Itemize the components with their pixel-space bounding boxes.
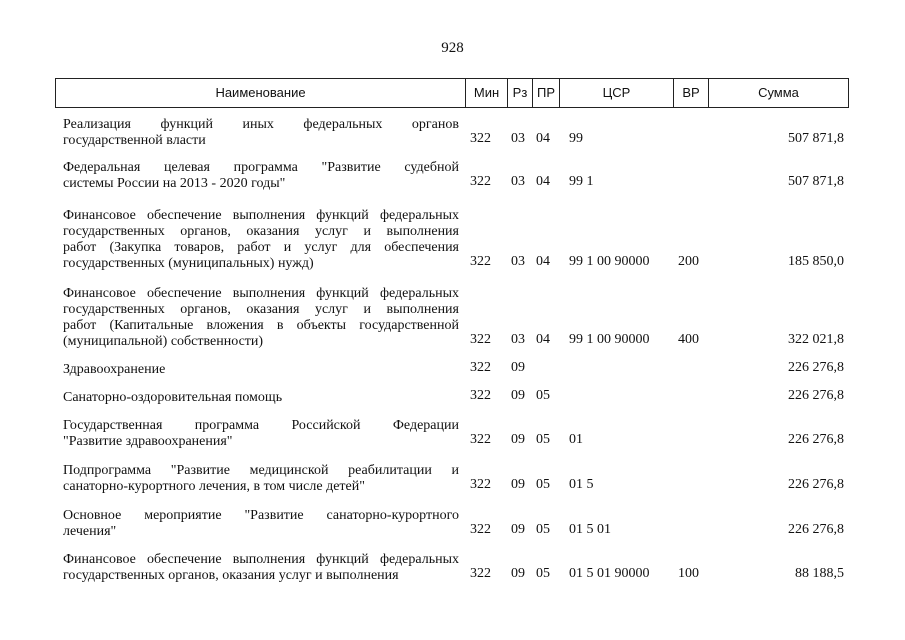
row-name-line: Государственная программа Российской Федерации [63, 418, 459, 433]
row-name-line: работ (Капитальные вложения в объекты государственной [63, 318, 459, 333]
cell-csr: 01 5 [569, 477, 594, 492]
cell-pr: 04 [536, 254, 550, 269]
cell-pr: 04 [536, 131, 550, 146]
cell-rz: 09 [511, 477, 525, 492]
table-row [0, 496, 905, 540]
row-name-line: Финансовое обеспечение выполнения функций федеральных [63, 552, 459, 567]
cell-rz: 09 [511, 360, 525, 375]
table-header [55, 78, 849, 108]
row-name [63, 160, 459, 192]
cell-min: 322 [470, 522, 491, 537]
cell-min: 322 [470, 432, 491, 447]
cell-csr: 01 [569, 432, 583, 447]
cell-sum: 226 276,8 [788, 432, 844, 447]
column-header-min: Мин [465, 79, 507, 107]
row-name [63, 208, 459, 272]
cell-csr: 01 5 01 [569, 522, 611, 537]
cell-min: 322 [470, 254, 491, 269]
row-name [63, 286, 459, 350]
cell-csr: 01 5 01 90000 [569, 566, 650, 581]
row-name-line: государственных органов, оказания услуг и выполнения [63, 302, 459, 317]
row-name-line: Финансовое обеспечение выполнения функций федеральных [63, 208, 459, 223]
row-name-line: Основное мероприятие "Развитие санаторно-курортного [63, 508, 459, 523]
cell-rz: 09 [511, 566, 525, 581]
table-row [0, 406, 905, 450]
table-row [0, 451, 905, 495]
cell-sum: 88 188,5 [795, 566, 844, 581]
cell-sum: 226 276,8 [788, 388, 844, 403]
column-header-name: Наименование [215, 85, 306, 100]
cell-min: 322 [470, 174, 491, 189]
table-row [0, 540, 905, 584]
cell-csr: 99 [569, 131, 583, 146]
cell-sum: 185 850,0 [788, 254, 844, 269]
cell-sum: 322 021,8 [788, 332, 844, 347]
cell-pr: 05 [536, 566, 550, 581]
column-header-vr: ВР [673, 79, 708, 107]
cell-rz: 09 [511, 432, 525, 447]
column-header-pr: ПР [532, 79, 559, 107]
row-name [63, 390, 459, 406]
table-row [0, 350, 905, 378]
row-name [63, 552, 459, 584]
table-row [0, 378, 905, 406]
row-name [63, 362, 459, 378]
cell-rz: 03 [511, 254, 525, 269]
table-row [0, 108, 905, 149]
row-name-line: Подпрограмма "Развитие медицинской реабилитации и [63, 463, 459, 478]
cell-sum: 226 276,8 [788, 360, 844, 375]
cell-pr: 05 [536, 388, 550, 403]
cell-sum: 507 871,8 [788, 131, 844, 146]
row-name-line: Санаторно-оздоровительная помощь [63, 390, 283, 405]
table-row [0, 149, 905, 192]
column-header-rz: Рз [507, 79, 532, 107]
cell-min: 322 [470, 131, 491, 146]
cell-rz: 03 [511, 131, 525, 146]
cell-rz: 09 [511, 522, 525, 537]
cell-rz: 03 [511, 332, 525, 347]
table-row [0, 193, 905, 272]
table-row [0, 272, 905, 350]
row-name-line: Федеральная целевая программа "Развитие судебной [63, 160, 459, 175]
row-name [63, 117, 459, 149]
cell-sum: 226 276,8 [788, 522, 844, 537]
row-name-line: "Развитие здравоохранения" [63, 434, 233, 449]
cell-sum: 507 871,8 [788, 174, 844, 189]
table-body [0, 108, 905, 584]
cell-pr: 04 [536, 332, 550, 347]
cell-min: 322 [470, 360, 491, 375]
row-name-line: работ (Закупка товаров, работ и услуг для обеспечения [63, 240, 459, 255]
row-name-line: Реализация функций иных федеральных органов [63, 117, 459, 132]
row-name-line: государственной власти [63, 133, 206, 148]
cell-pr: 05 [536, 522, 550, 537]
cell-csr: 99 1 [569, 174, 594, 189]
cell-csr: 99 1 00 90000 [569, 332, 650, 347]
cell-vr: 400 [678, 332, 699, 347]
cell-pr: 04 [536, 174, 550, 189]
cell-sum: 226 276,8 [788, 477, 844, 492]
cell-vr: 100 [678, 566, 699, 581]
column-header-csr: ЦСР [559, 79, 673, 107]
cell-min: 322 [470, 332, 491, 347]
cell-min: 322 [470, 477, 491, 492]
cell-csr: 99 1 00 90000 [569, 254, 650, 269]
column-header-sum: Сумма [708, 79, 848, 107]
row-name-line: государственных (муниципальных) нужд) [63, 256, 314, 271]
row-name-line: санаторно-курортного лечения, в том числе детей" [63, 479, 365, 494]
row-name-line: государственных органов, оказания услуг и выполнения [63, 224, 459, 239]
cell-pr: 05 [536, 432, 550, 447]
row-name [63, 463, 459, 495]
row-name-line: Здравоохранение [63, 362, 166, 377]
row-name-line: системы России на 2013 - 2020 годы" [63, 176, 286, 191]
cell-vr: 200 [678, 254, 699, 269]
row-name-line: государственных органов, оказания услуг и выполнения [63, 568, 399, 583]
row-name-line: (муниципальной) собственности) [63, 334, 264, 349]
row-name-line: лечения" [63, 524, 117, 539]
cell-rz: 09 [511, 388, 525, 403]
cell-min: 322 [470, 388, 491, 403]
cell-pr: 05 [536, 477, 550, 492]
row-name-line: Финансовое обеспечение выполнения функций федеральных [63, 286, 459, 301]
page-number: 928 [441, 40, 464, 56]
cell-min: 322 [470, 566, 491, 581]
row-name [63, 508, 459, 540]
cell-rz: 03 [511, 174, 525, 189]
row-name [63, 418, 459, 450]
